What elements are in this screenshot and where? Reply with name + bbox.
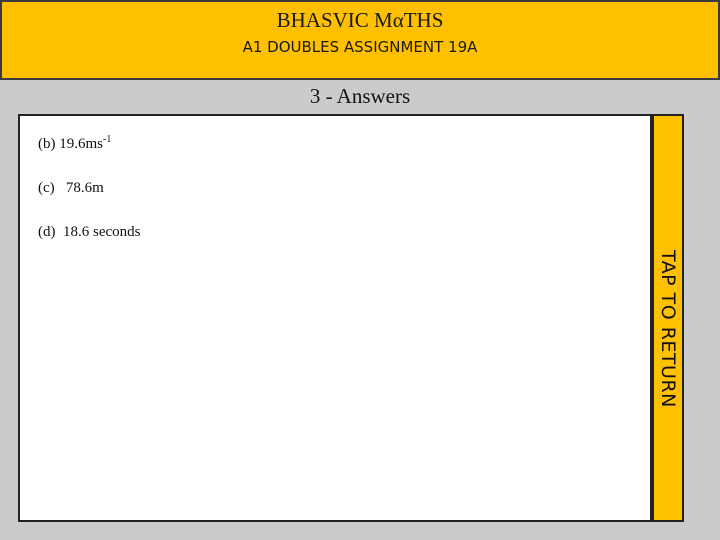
- page-title: BHASVIC MαTHS: [276, 8, 444, 32]
- tap-to-return-label: TAP TO RETURN: [657, 250, 679, 408]
- answers-panel: [18, 114, 652, 522]
- tap-to-return-button[interactable]: [652, 114, 684, 522]
- assignment-subtitle: A1 DOUBLES ASSIGNMENT 19A: [242, 38, 478, 56]
- header-banner: [0, 0, 720, 80]
- answer-b-text: (b) 19.6ms: [38, 136, 103, 152]
- answer-d: (d) 18.6 seconds: [38, 224, 141, 240]
- answer-c: (c) 78.6m: [38, 180, 104, 196]
- section-title: 3 - Answers: [309, 84, 411, 108]
- answer-b-exponent: -1: [103, 134, 112, 145]
- answer-b: [38, 136, 111, 153]
